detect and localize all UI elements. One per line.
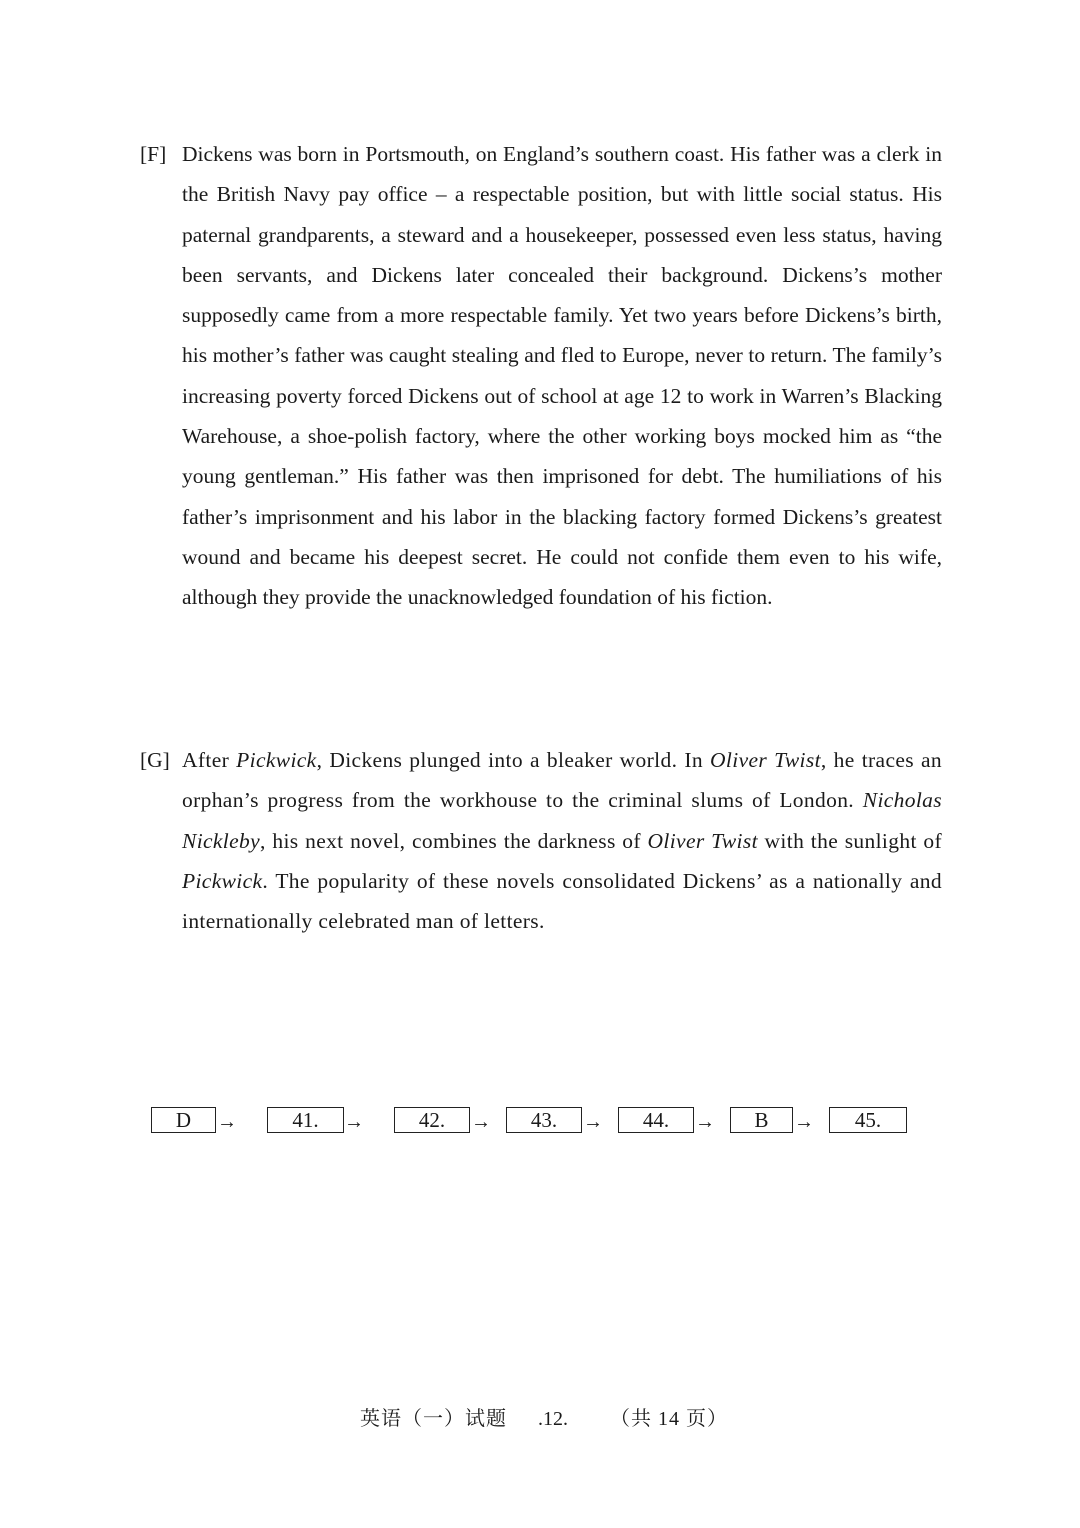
text-segment: After xyxy=(182,748,237,772)
italic-title: Oliver Twist xyxy=(647,828,758,853)
paragraph-label: [G] xyxy=(140,748,170,772)
paragraph-label: [F] xyxy=(140,142,167,166)
text-segment: , Dickens plunged into a bleaker world. In xyxy=(316,748,711,772)
italic-title: Pickwick xyxy=(182,868,263,893)
flow-box-answer[interactable]: 42. xyxy=(394,1107,470,1133)
flow-arrow: → xyxy=(695,1111,715,1133)
italic-title: Pickwick xyxy=(236,748,317,772)
flow-arrow: → xyxy=(583,1111,603,1133)
text-segment: . The popularity of these novels consolidated Dickens’ as a nationally and internationally celebrated man of letters. xyxy=(182,868,942,934)
flow-box: D xyxy=(151,1107,216,1133)
paragraph-text xyxy=(182,740,942,941)
text-segment: with the sunlight of xyxy=(757,828,942,853)
flow-arrow: → xyxy=(794,1111,814,1133)
flow-arrow: → xyxy=(471,1111,491,1133)
flow-box-answer[interactable]: 41. xyxy=(267,1107,344,1133)
italic-title: Nicholas Nickleby xyxy=(182,788,942,853)
flow-box: B xyxy=(730,1107,793,1133)
flow-arrow: → xyxy=(344,1111,364,1133)
footer-page-number: .12. xyxy=(538,1408,568,1430)
flow-box-answer[interactable]: 45. xyxy=(829,1107,907,1133)
flow-arrow: → xyxy=(217,1111,237,1133)
paragraph-f xyxy=(140,134,942,618)
paragraph-g xyxy=(140,740,942,941)
page-footer xyxy=(0,1404,1080,1434)
footer-total-pages: （共 14 页） xyxy=(610,1408,728,1430)
text-segment: , he traces an orphan’s progress from the workhouse to the criminal slums of London. xyxy=(182,748,942,813)
footer-subject: 英语（一）试题 xyxy=(360,1408,507,1430)
flow-box-answer[interactable]: 43. xyxy=(506,1107,582,1133)
italic-title: Oliver Twist xyxy=(710,748,821,772)
paragraph-text: Dickens was born in Portsmouth, on England’s southern coast. His father was a clerk in the British Navy pay office – a respectable position, but with little social status. His paternal grandparents, a steward and a housekeeper, possessed even less status, having been servants, and Dickens later concealed their background. Dickens’s mother supposedly came from a more respectable family. Yet two years before Dickens’s birth, his mother’s father was caught stealing and fled to Europe, never to return. The family’s increasing poverty forced Dickens out of school at age 12 to work in Warren’s Blacking Warehouse, a shoe-polish factory, where the other working boys mocked him as “the young gentleman.” His father was then imprisoned for debt. The humiliations of his father’s imprisonment and his labor in the blacking factory formed Dickens’s greatest wound and became his deepest secret. He could not confide them even to his wife, although they provide the unacknowledged foundation of his fiction. xyxy=(182,142,942,610)
text-segment: , his next novel, combines the darkness of xyxy=(260,828,648,853)
flow-box-answer[interactable]: 44. xyxy=(618,1107,694,1133)
